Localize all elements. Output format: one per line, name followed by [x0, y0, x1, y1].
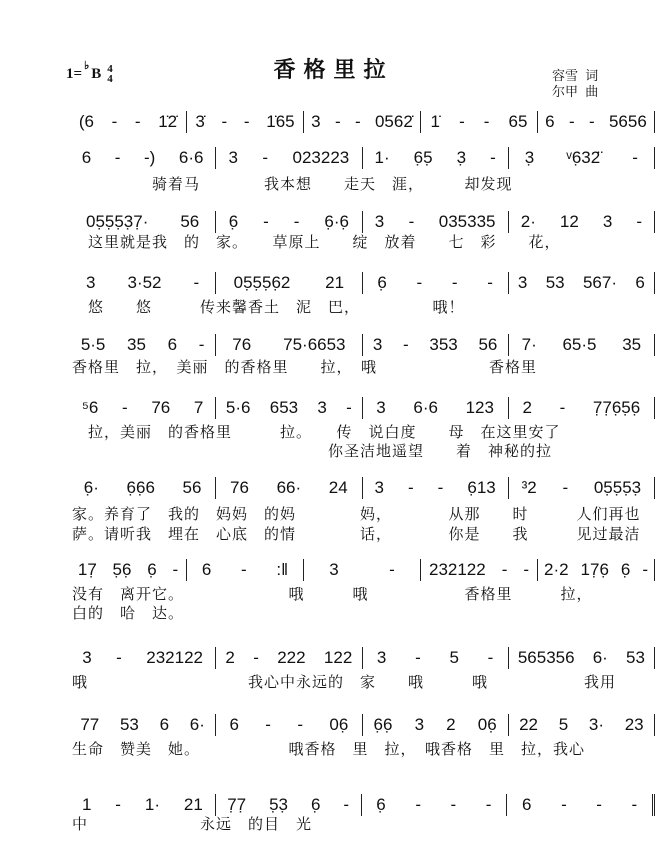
measure — [507, 794, 655, 816]
lyric-line: 没有 离开它。 哦 哦 香格里 拉， — [72, 586, 593, 603]
note-group: ᵛ6̣32̈ — [566, 148, 601, 167]
note-group: - — [297, 715, 303, 734]
note-group: - — [490, 148, 496, 167]
note-group: - — [343, 795, 350, 814]
note-group: 3 — [317, 398, 327, 417]
note-group: - — [559, 398, 566, 417]
measure — [70, 647, 216, 669]
note-group: - — [293, 212, 300, 231]
note-group: 06̣ — [329, 715, 349, 734]
measure — [216, 397, 362, 419]
measure — [509, 147, 655, 169]
note-group: - — [483, 112, 490, 131]
note-group: 77 — [80, 715, 100, 734]
note-group: 7· — [521, 335, 537, 354]
measure — [363, 477, 509, 499]
measure — [363, 397, 509, 419]
notation-row — [70, 714, 655, 736]
note-group: 3̣ — [524, 148, 535, 167]
note-group: 0562̇ — [374, 112, 413, 131]
note-group: 2 — [225, 648, 235, 667]
note-group: 65 — [508, 112, 528, 131]
note-group: - — [632, 148, 638, 167]
note-group: 1 — [81, 795, 92, 814]
note-group: - — [111, 112, 118, 131]
note-group: 3 — [517, 273, 528, 292]
note-group: 3· — [588, 715, 605, 734]
note-group: 6 — [167, 335, 178, 354]
note-group: - — [596, 795, 602, 814]
note-group: - — [568, 112, 575, 131]
lyric-line: 萨。请听我 埋在 心底 的情 话， 你是 我 见过最洁 — [72, 526, 641, 543]
note-group: 5̣6̣ — [112, 560, 132, 579]
note-group: 3 — [376, 398, 386, 417]
note-group: - — [221, 112, 228, 131]
measure — [216, 211, 362, 233]
note-group: 17̣ — [77, 560, 97, 579]
note-group: - — [122, 398, 128, 417]
key-signature — [66, 60, 113, 85]
note-group: 122 — [323, 648, 353, 667]
note-group: 6̣13 — [467, 478, 496, 497]
measure — [509, 334, 655, 356]
note-group: - — [116, 648, 122, 667]
meter-top: 4 — [107, 63, 113, 75]
note-group: 7̣7̣6̣5̣6̣ — [592, 398, 641, 417]
note-group: - — [523, 560, 529, 579]
lyric-line: 这里就是我 的 家。 草原上 绽 放着 七 彩 花， — [72, 234, 561, 251]
measure — [363, 714, 509, 736]
note-group: 6·6 — [413, 398, 438, 417]
note-group: - — [459, 112, 465, 131]
note-group: 5656 — [608, 112, 647, 131]
lyric-line: 拉，美丽 的香格里 拉。 传 说白度 母 在这里安了 — [72, 424, 561, 441]
measure — [70, 334, 216, 356]
note-group: 035335 — [438, 212, 496, 231]
measure — [304, 559, 421, 581]
note-group: - — [389, 560, 395, 579]
note-group: 6· — [189, 715, 205, 734]
measure — [363, 647, 509, 669]
note-group: - — [114, 148, 121, 167]
note-group: 3 — [374, 478, 384, 497]
note-group: 653 — [269, 398, 299, 417]
note-group: 76 — [151, 398, 171, 417]
measure — [509, 477, 655, 499]
note-group: 023223 — [292, 148, 350, 167]
note-group: - — [485, 795, 492, 814]
note-group: - — [451, 273, 458, 292]
note-group: - — [403, 335, 409, 354]
note-group: 5·5 — [80, 335, 106, 354]
notation-row — [70, 272, 655, 294]
note-group: 6̣ — [228, 212, 239, 231]
measure — [421, 111, 538, 133]
measure — [187, 111, 304, 133]
measure — [538, 111, 655, 133]
note-group: 3 — [372, 335, 383, 354]
note-group: - — [407, 478, 414, 497]
note-group: 6̣6̣ — [373, 715, 393, 734]
measure — [70, 714, 216, 736]
measure — [216, 647, 362, 669]
note-group: 2 — [446, 715, 456, 734]
note-group: - — [487, 648, 494, 667]
notation-row — [70, 559, 655, 581]
note-group: 76 — [232, 335, 252, 354]
note-group: - — [631, 795, 638, 814]
note-group: 2 — [522, 398, 533, 417]
note-group: 17̣6̣ — [580, 560, 609, 579]
measure — [363, 147, 509, 169]
note-group: 21 — [183, 795, 203, 814]
note-group: 35 — [127, 335, 146, 354]
note-group: - — [588, 112, 595, 131]
note-group: ⁵6 — [81, 398, 99, 417]
measure — [304, 111, 421, 133]
note-group: 56 — [478, 335, 498, 354]
note-group: 24 — [328, 478, 348, 497]
composer: 尔甲 曲 — [552, 84, 599, 99]
lyric-line: 香格里 拉， 美丽 的香格里 拉， 哦 香格里 — [72, 359, 538, 376]
note-group: - — [415, 795, 421, 814]
note-group: - — [243, 112, 250, 131]
lyric-line: 悠 悠 传来馨香土 泥 巴， 哦！ — [72, 299, 465, 316]
note-group: 3 — [329, 560, 339, 579]
note-group: - — [241, 560, 247, 579]
note-group: 567· — [582, 273, 617, 292]
note-group: ³2 — [521, 478, 537, 497]
note-group: - — [334, 112, 341, 131]
note-group: 76 — [230, 478, 249, 497]
note-group: 1̇ — [430, 112, 440, 131]
note-group: - — [415, 648, 421, 667]
lyric-line: 哦 我心中永远的 家 哦 哦 我用 — [72, 674, 617, 691]
note-group: 05̣5̣5̣3̣7̣· — [85, 212, 149, 231]
measure — [216, 714, 362, 736]
note-group: 222 — [277, 648, 306, 667]
note-group: 3 — [311, 112, 321, 131]
note-group: 3 — [228, 148, 238, 167]
note-group: 6̣6̣6 — [126, 478, 155, 497]
meter-bottom: 4 — [107, 73, 113, 85]
notation-row — [70, 111, 655, 133]
note-group: 21 — [325, 273, 345, 292]
time-signature — [107, 64, 113, 84]
note-group: 3̇ — [195, 112, 205, 131]
note-group: :‖ — [276, 560, 289, 579]
note-group: 35 — [622, 335, 642, 354]
note-group: - — [354, 112, 361, 131]
notation-row — [70, 794, 655, 816]
note-group: - — [487, 273, 493, 292]
lyric-line: 生命 赞美 她。 哦香格 里 拉， 哦香格 里 拉，我心 — [72, 741, 586, 758]
key-note: B — [91, 66, 102, 82]
measure — [363, 211, 509, 233]
notation-row — [70, 211, 655, 233]
measure — [363, 334, 509, 356]
note-group: - — [636, 212, 642, 231]
note-group: - — [115, 795, 121, 814]
note-group: - — [262, 148, 269, 167]
song-title: 香格里拉 — [273, 57, 394, 83]
note-group: 6̣ — [310, 795, 321, 814]
note-group: - — [265, 715, 271, 734]
note-group: - — [561, 795, 567, 814]
note-group: 56 — [180, 212, 200, 231]
credits — [552, 68, 598, 100]
note-group: 6 — [201, 560, 212, 579]
measure — [216, 334, 362, 356]
measure — [509, 714, 655, 736]
measure — [70, 397, 216, 419]
note-group: 6̣5̣ — [413, 148, 433, 167]
lyricist: 容雪 词 — [552, 68, 599, 83]
note-group: 3·52 — [127, 273, 162, 292]
note-group: 3 — [82, 648, 92, 667]
measure — [509, 211, 655, 233]
note-group: 5·6 — [225, 398, 251, 417]
note-group: 65·5 — [562, 335, 597, 354]
lyric-line: 白的 哈 达。 — [72, 605, 185, 622]
note-group: 66· — [276, 478, 302, 497]
note-group: - — [416, 273, 423, 292]
notation-row — [70, 147, 655, 169]
measure — [509, 397, 655, 419]
note-group: 2·2 — [543, 560, 569, 579]
measure — [187, 559, 304, 581]
note-group: 06̣ — [477, 715, 497, 734]
note-group: 3 — [374, 212, 385, 231]
measure — [70, 477, 216, 499]
note-group: 5 — [449, 648, 459, 667]
note-group: - — [408, 212, 415, 231]
note-group: 7̣7̣ — [227, 795, 247, 814]
note-group: - — [253, 648, 259, 667]
note-group: 56 — [182, 478, 202, 497]
note-group: 6 — [635, 273, 645, 292]
note-group: 23 — [624, 715, 644, 734]
notation-row — [70, 477, 655, 499]
measure — [70, 272, 216, 294]
lyric-line: 家。养育了 我的 妈妈 的妈 妈， 从那 时 人们再也 — [72, 506, 641, 523]
lyric-line: 你圣洁地遥望 着 神秘的拉 — [72, 443, 553, 460]
measure — [70, 794, 216, 816]
note-group: 53 — [545, 273, 565, 292]
measure — [216, 272, 362, 294]
note-group: 6̣ — [377, 273, 387, 292]
note-group: 3 — [376, 648, 387, 667]
note-group: 53 — [119, 715, 139, 734]
note-group: 1· — [374, 148, 390, 167]
note-group: 22 — [519, 715, 539, 734]
note-group: 1̇65 — [266, 112, 295, 131]
note-group: - — [562, 478, 569, 497]
note-group: 6̣ — [147, 560, 157, 579]
note-group: 3̣ — [456, 148, 467, 167]
measure — [70, 147, 216, 169]
note-group: 123 — [465, 398, 494, 417]
note-group: 12 — [559, 212, 579, 231]
notation-row — [70, 647, 655, 669]
note-group: 3 — [414, 715, 425, 734]
measure — [216, 794, 362, 816]
note-group: 6 — [229, 715, 239, 734]
measure — [538, 559, 655, 581]
note-group: 2· — [520, 212, 536, 231]
lyric-line: 中 永远 的目 光 — [72, 816, 313, 833]
measure — [216, 147, 362, 169]
lyric-line: 骑着马 我本想 走天 涯， 却发现 — [72, 176, 513, 193]
note-group: 05̣5̣5̣3̣ — [593, 478, 642, 497]
note-group: - — [263, 212, 269, 231]
note-group: - — [642, 560, 648, 579]
note-group: 3 — [86, 273, 96, 292]
note-group: 6 — [522, 795, 532, 814]
notation-row — [70, 334, 655, 356]
measure — [421, 559, 538, 581]
note-group: - — [193, 273, 200, 292]
note-group: 3 — [602, 212, 613, 231]
note-group: 232122 — [146, 648, 203, 667]
note-group: 565356 — [517, 648, 575, 667]
key-prefix: 1= — [66, 66, 83, 82]
note-group: 353 — [429, 335, 458, 354]
measure — [509, 647, 655, 669]
note-group: -) — [144, 148, 156, 167]
measure — [70, 111, 187, 133]
note-group: - — [501, 560, 508, 579]
note-group: 5̣3̣ — [269, 795, 288, 814]
note-group: 6 — [545, 112, 555, 131]
note-group: - — [450, 795, 457, 814]
note-group: 05̣5̣5̣6̣2 — [233, 273, 291, 292]
note-group: 6̣· — [83, 478, 99, 497]
measure — [70, 559, 187, 581]
note-group: 1̇2̇ — [158, 112, 178, 131]
note-group: 6 — [159, 715, 170, 734]
note-group: 6̣ — [376, 795, 386, 814]
note-group: 6·6 — [178, 148, 204, 167]
flat-sign: ♭ — [84, 60, 90, 72]
note-group: - — [346, 398, 352, 417]
note-group: - — [437, 478, 444, 497]
note-group: 6̣·6̣ — [324, 212, 349, 231]
notation-row — [70, 397, 655, 419]
note-group: 6· — [592, 648, 608, 667]
note-group: - — [172, 560, 179, 579]
measure — [362, 794, 508, 816]
measure — [70, 211, 216, 233]
measure — [363, 272, 509, 294]
note-group: 1· — [144, 795, 160, 814]
note-group: 53 — [626, 648, 645, 667]
note-group: 5 — [558, 715, 569, 734]
note-group: 6̣ — [620, 560, 631, 579]
note-group: 232122 — [428, 560, 486, 579]
note-group: (6 — [78, 112, 94, 131]
note-group: - — [198, 335, 205, 354]
measure — [509, 272, 655, 294]
note-group: 6 — [81, 148, 92, 167]
note-group: 7 — [193, 398, 204, 417]
note-group: - — [134, 112, 141, 131]
measure — [216, 477, 362, 499]
note-group: 75·6653 — [283, 335, 346, 354]
